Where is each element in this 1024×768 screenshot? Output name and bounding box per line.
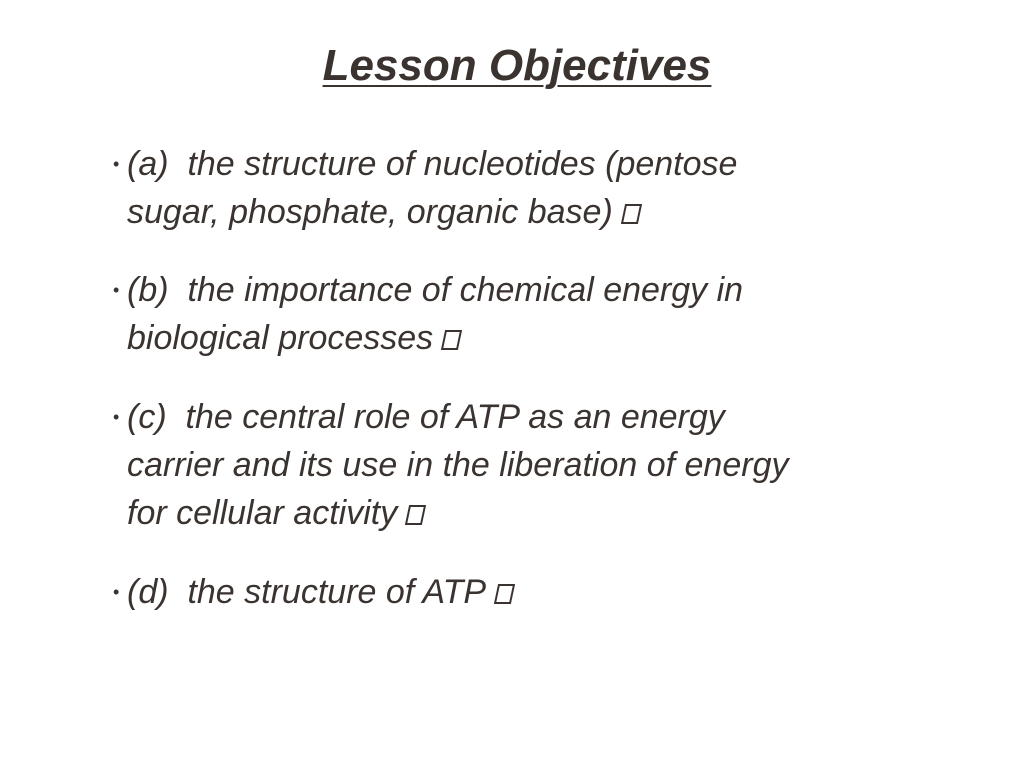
objective-line: biological processes — [127, 319, 434, 357]
missing-glyph-box-icon — [494, 584, 515, 604]
objective-text — [127, 140, 947, 236]
objective-line: sugar, phosphate, organic base) — [127, 193, 613, 231]
bullet-icon: • — [113, 582, 120, 602]
objective-text — [127, 266, 947, 362]
objective-line: (c) the central role of ATP as an energy — [127, 398, 725, 436]
objective-text — [127, 568, 947, 616]
missing-glyph-box-icon — [405, 505, 426, 525]
bullet-icon: • — [113, 280, 120, 300]
missing-glyph-box-icon — [621, 204, 642, 224]
bullet-icon: • — [113, 407, 120, 427]
bullet-icon: • — [113, 154, 120, 174]
objective-line: (a) the structure of nucleotides (pentose — [127, 145, 738, 183]
objective-text — [127, 393, 947, 537]
objective-line: (d) the structure of ATP — [127, 573, 487, 611]
objective-line: carrier and its use in the liberation of energy — [127, 446, 789, 484]
objective-line: (b) the importance of chemical energy in — [127, 271, 744, 309]
slide-title: Lesson Objectives — [322, 41, 712, 90]
missing-glyph-box-icon — [441, 330, 462, 350]
objective-line: for cellular activity — [127, 494, 398, 532]
